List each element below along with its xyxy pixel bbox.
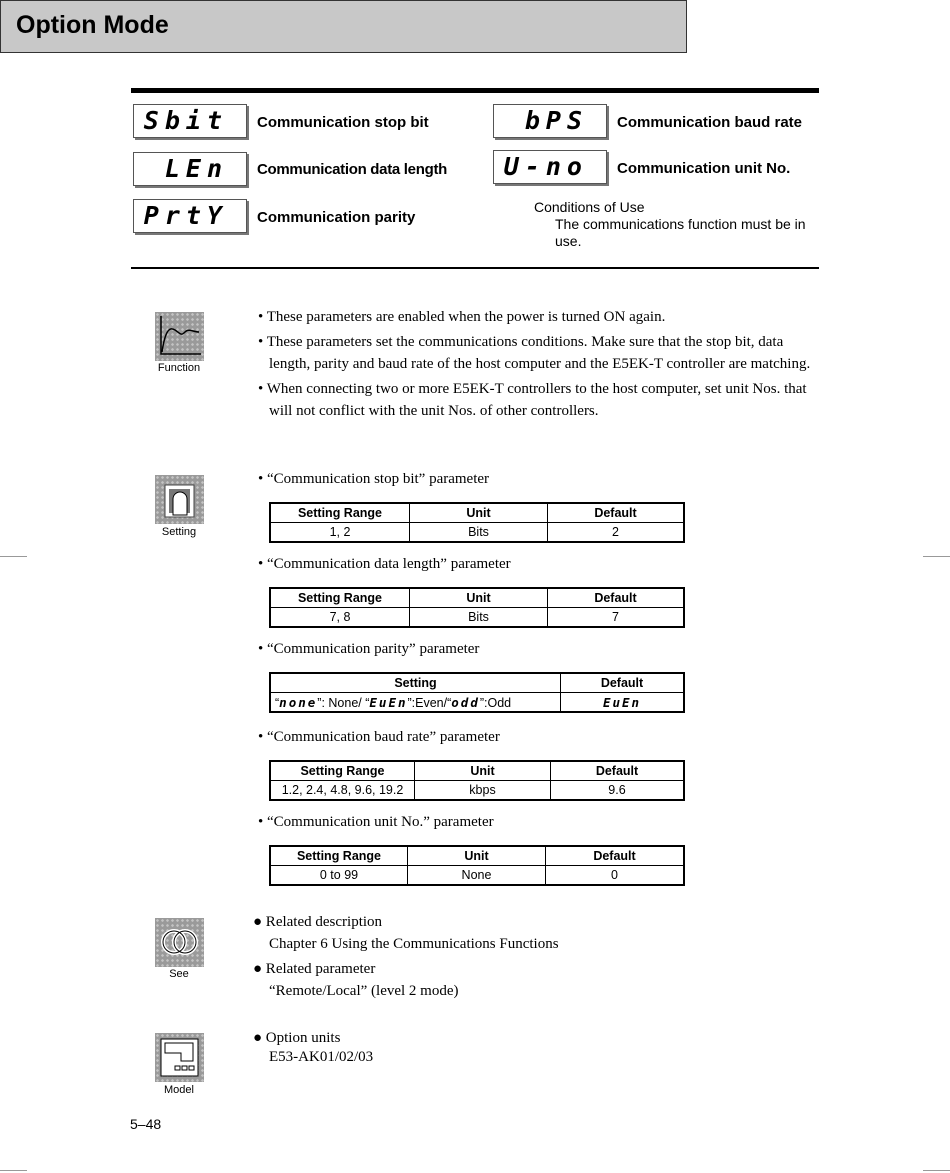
table-stop-bit — [269, 502, 685, 543]
caption-parity: • “Communication parity” parameter — [258, 641, 480, 657]
label-data-length: Communication data length — [257, 161, 448, 178]
code-odd: odd — [451, 694, 480, 710]
table-unit-no — [269, 845, 685, 886]
cell-default: 7 — [548, 608, 685, 628]
header-range: Setting Range — [270, 588, 410, 608]
option-units-heading: ● Option units — [253, 1030, 341, 1046]
code-even: EuEn — [369, 694, 408, 710]
table-parity — [269, 672, 685, 713]
text-none: ”: None/ “ — [317, 695, 370, 710]
see-label: See — [169, 968, 189, 980]
crop-mark — [923, 556, 950, 557]
see-icon — [155, 918, 204, 967]
bullet: • When connecting two or more E5EK-T controllers to the host computer, set unit Nos. that will not conflict with the unit Nos. of other controllers. — [258, 381, 807, 419]
page-number: 5–48 — [130, 1116, 162, 1132]
header-default: Default — [546, 846, 685, 866]
bullet: • These parameters are enabled when the power is turned ON again. — [258, 309, 666, 325]
header-unit: Unit — [410, 503, 548, 523]
model-label: Model — [164, 1084, 194, 1096]
header-default: Default — [561, 673, 685, 693]
label-unit-no: Communication unit No. — [617, 160, 791, 177]
header-unit: Unit — [408, 846, 546, 866]
header-default: Default — [548, 588, 685, 608]
model-icon — [155, 1033, 204, 1082]
cell-range: 1, 2 — [270, 523, 410, 543]
cell-setting: “none”: None/ “EuEn”:Even/“odd”:Odd — [270, 693, 561, 713]
related-description-heading: ● Related description — [253, 914, 383, 930]
cell-default: 9.6 — [551, 781, 685, 801]
label-stop-bit: Communication stop bit — [257, 114, 429, 131]
setting-label: Setting — [161, 526, 197, 538]
crop-mark — [0, 1170, 27, 1171]
title-box — [0, 0, 687, 53]
function-text — [258, 306, 823, 425]
display-baud: bPS — [493, 104, 607, 138]
cell-range: 0 to 99 — [270, 866, 408, 886]
page-title: Option Mode — [16, 11, 169, 39]
display-unit-no: U-no — [493, 150, 607, 184]
header-range: Setting Range — [270, 503, 410, 523]
cell-unit: None — [408, 866, 546, 886]
header-range: Setting Range — [270, 846, 408, 866]
divider — [131, 267, 819, 269]
divider — [131, 88, 819, 93]
bullet: • These parameters set the communications conditions. Make sure that the stop bit, data length, parity and baud rate of the host computer and the E5EK-T controller are matching. — [258, 334, 811, 372]
header-unit: Unit — [415, 761, 551, 781]
conditions-text: The communications function must be in use. — [555, 216, 806, 249]
caption-baud: • “Communication baud rate” parameter — [258, 729, 500, 745]
function-icon — [155, 312, 204, 361]
related-parameter-link[interactable]: “Remote/Local” (level 2 mode) — [269, 983, 459, 999]
cell-unit: Bits — [410, 608, 548, 628]
display-parity: PrtY — [133, 199, 247, 233]
text-even: ”:Even/“ — [407, 695, 452, 710]
cell-default: EuEn — [561, 693, 685, 713]
related-description-link[interactable]: Chapter 6 Using the Communications Functions — [269, 936, 559, 952]
conditions-heading: Conditions of Use — [534, 199, 645, 215]
header-range: Setting Range — [270, 761, 415, 781]
label-baud: Communication baud rate — [617, 114, 803, 131]
header-unit: Unit — [410, 588, 548, 608]
cell-unit: kbps — [415, 781, 551, 801]
display-stop-bit: Sbit — [133, 104, 247, 138]
text-odd: ”:Odd — [479, 695, 512, 710]
setting-icon — [155, 475, 204, 524]
cell-default: 2 — [548, 523, 685, 543]
header-default: Default — [551, 761, 685, 781]
cell-default: 0 — [546, 866, 685, 886]
code-none: none — [279, 694, 318, 710]
table-data-length — [269, 587, 685, 628]
crop-mark — [0, 556, 27, 557]
header-setting: Setting — [270, 673, 561, 693]
related-parameter-heading: ● Related parameter — [253, 961, 376, 977]
display-data-length: LEn — [133, 152, 247, 186]
option-units-text: E53-AK01/02/03 — [269, 1049, 374, 1065]
caption-unit-no: • “Communication unit No.” parameter — [258, 814, 494, 830]
cell-range: 1.2, 2.4, 4.8, 9.6, 19.2 — [270, 781, 415, 801]
label-parity: Communication parity — [257, 209, 416, 226]
cell-range: 7, 8 — [270, 608, 410, 628]
function-label: Function — [157, 362, 201, 374]
crop-mark — [923, 1170, 950, 1171]
header-default: Default — [548, 503, 685, 523]
caption-stop-bit: • “Communication stop bit” parameter — [258, 471, 490, 487]
cell-unit: Bits — [410, 523, 548, 543]
caption-data-length: • “Communication data length” parameter — [258, 556, 511, 572]
table-baud — [269, 760, 685, 801]
